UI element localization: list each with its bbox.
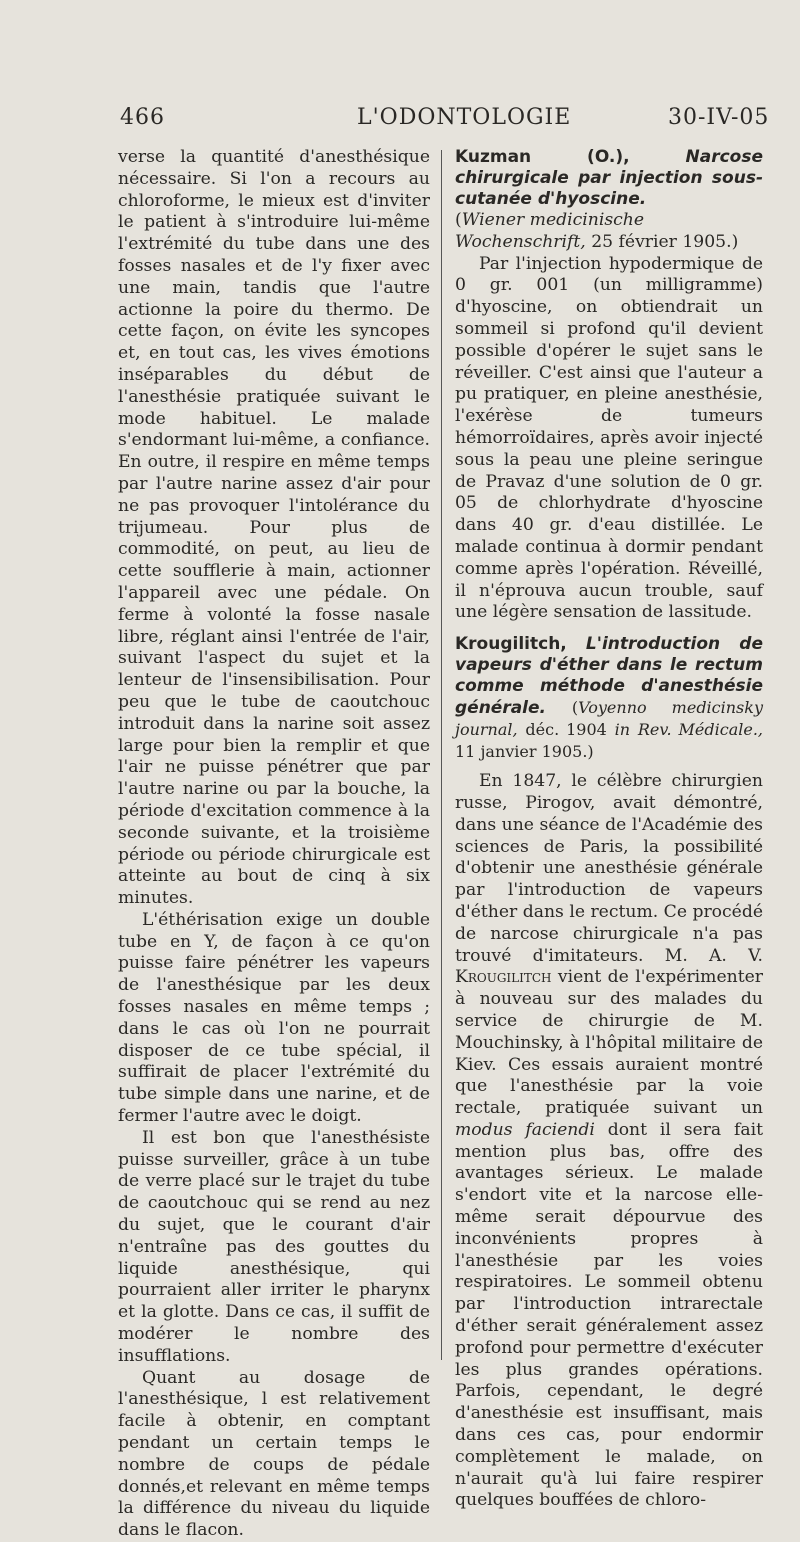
right-column bbox=[455, 147, 763, 1512]
latin-phrase: modus faciendi bbox=[455, 1119, 595, 1140]
entry-1-date: 25 février 1905.) bbox=[591, 231, 739, 252]
entry-1-reference: (Wiener medicinische Wochenschrift, 25 février 1905.) bbox=[455, 210, 739, 252]
running-title: L'ODONTOLOGIE bbox=[357, 105, 572, 130]
page-number: 466 bbox=[120, 105, 165, 130]
left-column bbox=[118, 147, 430, 1542]
entry-1-heading bbox=[455, 147, 763, 210]
entry-1-title: Narcose chirurgicale par injection sous-cutanée d'hyoscine. bbox=[455, 147, 763, 209]
entry-2-heading: Krougilitch, L'introduction de vapeurs d'éther dans le rectum comme méthode d'anesthésie générale. (Voyenno medicinsky journal, déc. 1904 in Rev. Médicale., 11 janvier 1905.) bbox=[455, 634, 764, 762]
column-divider bbox=[441, 150, 442, 1360]
entry-2-source: Voyenno medicinsky journal, bbox=[455, 698, 763, 740]
entry-2-date: déc. 1904 bbox=[525, 720, 607, 740]
entry-1-body: Par l'injection hypodermique de 0 gr. 001 (un milligramme) d'hyoscine, on obtiendrait un sommeil si profond qu'il devient possible d'opérer le sujet sans le réveiller. C'est ainsi que l'auteur a pu pratiquer, en pleine anesthésie, l'exérèse de tumeurs hémorroïdaires, après avoir injecté sous la peau une pleine seringue de Pravaz d'une solution de 0 gr. 05 de chlorhydrate d'hyoscine dans 40 gr. d'eau distillée. Le malade continua à dormir pendant comme après l'opération. Réveillé, il n'éprouva aucun trouble, sauf une légère sensation de lassitude. bbox=[455, 253, 763, 623]
issue-date: 30-IV-05 bbox=[668, 105, 770, 130]
left-paragraph-2: L'éthérisation exige un double tube en Y, de façon à ce qu'on puisse faire pénétrer les vapeurs de l'anesthésique par les deux fosses nasales en même temps ; dans le cas où l'on ne pourrait disposer de ce tube spécial, il suffirait de placer l'extrémité du tube simple dans une narine, et de fermer l'autre avec le doigt. bbox=[118, 909, 430, 1127]
left-paragraph-1: verse la quantité d'anesthésique nécessaire. Si l'on a recours au chloroforme, le mieux est d'inviter le patient à s'introduire lui-même l'extrémité du tube dans une des fosses nasales et de l'y fixer avec une main, tandis que l'autre actionne la poire du thermo. De cette façon, on évite les syncopes et, en tout cas, les vives émotions inséparables du début de l'anesthésie pratiquée suivant le mode habituel. Le malade s'endormant lui-même, a confiance. En outre, il respire en même temps par l'autre narine assez d'air pour ne pas provoquer l'intolérance du trijumeau. Pour plus de commodité, on peut, au lieu de cette soufflerie à main, actionner l'appareil avec une pédale. On ferme à volonté la fosse nasale libre, réglant ainsi l'entrée de l'air, suivant l'aspect du sujet et la lenteur de l'insensibilisation. Pour peu que le tube de caoutchouc introduit dans la narine soit assez large pour bien la remplir et que l'air ne puisse pénétrer que par l'autre narine ou par la bouche, la période d'excitation commence à la seconde suivante, et la troisième période ou période chirurgicale est atteinte au bout de cinq à six minutes. bbox=[118, 147, 430, 909]
author-name-smallcaps: Krougilitch bbox=[455, 967, 552, 988]
entry-1-author: Kuzman (O.), bbox=[455, 147, 630, 167]
left-paragraph-4: Quant au dosage de l'anesthésique, l est relativement facile à obtenir, en comptant pendant un certain temps le nombre de coups de pédale donnés,et relevant en même temps la différence du niveau du liquide dans le flacon. bbox=[118, 1367, 430, 1541]
entry-2-title: L'introduction de vapeurs d'éther dans le rectum comme méthode d'anesthésie générale. bbox=[455, 634, 764, 719]
left-paragraph-3: Il est bon que l'anesthésiste puisse surveiller, grâce à un tube de verre placé sur le trajet du tube de caoutchouc qui se rend au nez du sujet, que le courant d'air n'entraîne pas des gouttes du liquide anesthésique, qui pourraient aller irriter le pharynx et la glotte. Dans ce cas, il suffit de modérer le nombre des insufflations. bbox=[118, 1127, 430, 1366]
entry-1-source: Wiener medicinische Wochenschrift, bbox=[455, 210, 645, 252]
entry-2-author: Krougilitch, bbox=[455, 634, 567, 655]
entry-2-body: En 1847, le célèbre chirurgien russe, Pirogov, avait démontré, dans une séance de l'Académie des sciences de Paris, la possibilité d'obtenir une anesthésie générale par l'introduction de vapeurs d'éther dans le rectum. Ce procédé de narcose chirurgicale n'a pas trouvé d'imitateurs. M. A. V. Krougilitch vient de l'expérimenter à nouveau sur des malades du service de chirurgie de M. Mouchinsky, à l'hôpital militaire de Kiev. Ces essais auraient montré que l'anesthésie par la voie rectale, pratiquée suivant un modus faciendi dont il sera fait mention plus bas, offre des avantages sérieux. Le malade s'endort vite et la narcose elle-même serait dépourvue des inconvénients propres à l'anesthésie par les voies respiratoires. Le sommeil obtenu par l'introduction intrarectale d'éther serait généralement assez profond pour permettre d'exécuter les plus grandes opérations. Parfois, cependant, le degré d'anesthésie est insuffisant, mais dans ces cas, pour endormir complètement le malade, on n'aurait qu'à lui faire respirer quelques bouffées de chloro- bbox=[455, 771, 764, 1511]
entry-2-date-2: 11 janvier 1905.) bbox=[455, 742, 594, 762]
entry-2-source-2: Rev. Médicale., bbox=[637, 720, 764, 740]
